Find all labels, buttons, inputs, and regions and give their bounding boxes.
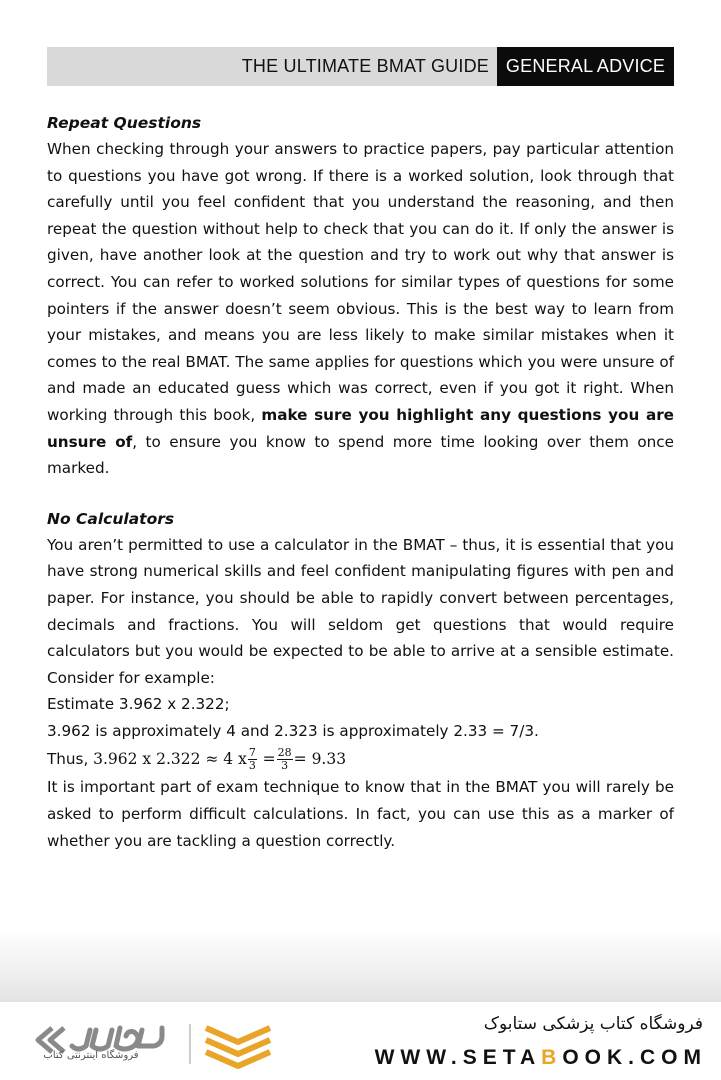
repeat-questions-text-end: , to ensure you know to spend more time looking over them once marked. — [47, 432, 674, 478]
fraction-denominator: 3 — [281, 759, 289, 773]
equals-sign: = — [262, 750, 276, 769]
no-calculators-heading: No Calculators — [47, 509, 175, 528]
store-name: فروشگاه کتاب پزشکی ستابوک — [483, 1014, 703, 1034]
equation-prefix: Thus, — [47, 750, 94, 769]
fraction-twentyeight-thirds — [277, 747, 293, 772]
equation-result: = 9.33 — [293, 750, 347, 769]
footer-banner — [0, 1002, 721, 1080]
logo-subtitle: فروشگاه اینترنتی کتاب — [43, 1050, 139, 1061]
store-url[interactable] — [375, 1046, 707, 1070]
repeat-questions-heading: Repeat Questions — [47, 114, 202, 132]
page-bottom-shadow — [0, 930, 721, 1002]
approximation-line: 3.962 is approximately 4 and 2.323 is approximately 2.33 = 7/3. — [47, 721, 539, 740]
section-label: GENERAL ADVICE — [497, 47, 674, 86]
url-part-1: WWW.SETA — [374, 1046, 542, 1069]
book-title: THE ULTIMATE BMAT GUIDE — [47, 47, 497, 86]
repeat-questions-paragraph — [47, 136, 674, 482]
no-calculators-paragraph: You aren’t permitted to use a calculator in the BMAT – thus, it is essential that you have strong numerical skills and feel confident manipulating figures with pen and paper. For instance, you should be able to rapidly convert between percentages, decimals and fractions. You will seldom get questions that would require calculators but you would be expected to be able to arrive at a sensible estimate. Consider for example: — [47, 535, 674, 687]
url-part-2: OOK.COM — [562, 1046, 707, 1069]
running-header — [47, 47, 674, 86]
body-text — [47, 110, 674, 854]
setabook-logo — [30, 1016, 280, 1071]
fraction-seven-thirds — [248, 747, 257, 772]
fraction-numerator: 7 — [248, 746, 256, 760]
url-accent: B — [541, 1046, 563, 1069]
setabook-logo-icon — [30, 1016, 280, 1071]
section-gap — [47, 482, 674, 506]
exam-technique-paragraph: It is important part of exam technique to know that in the BMAT you will rarely be asked to perform difficult calculations. In fact, you can use this as a marker of whether you are tackling a question correctly. — [47, 778, 674, 850]
fraction-denominator: 3 — [248, 759, 256, 773]
highlight-advice: make sure you highlight any questions you are unsure of — [47, 405, 674, 451]
equation-lhs: 3.962 x 2.322 ≈ 4 x — [93, 750, 247, 769]
equation-line — [47, 744, 674, 774]
estimate-line: Estimate 3.962 x 2.322; — [47, 695, 230, 714]
fraction-numerator: 28 — [277, 746, 292, 760]
repeat-questions-text: When checking through your answers to practice papers, pay particular attention to questions you have got wrong. If there is a worked solution, look through that carefully until you feel confident that you understand the reasoning, and then repeat the question without help to check that you can do it. If only the answer is given, have another look at the question and try to work out why that answer is correct. You can refer to worked solutions for similar types of questions for some pointers if the answer doesn’t seem obvious. This is the best way to learn from your mistakes, and means you are less likely to make similar mistakes when it comes to the real BMAT. The same applies for questions which you were unsure of and made an educated guess which was correct, even if you got it right. When working through this book, — [47, 140, 674, 424]
